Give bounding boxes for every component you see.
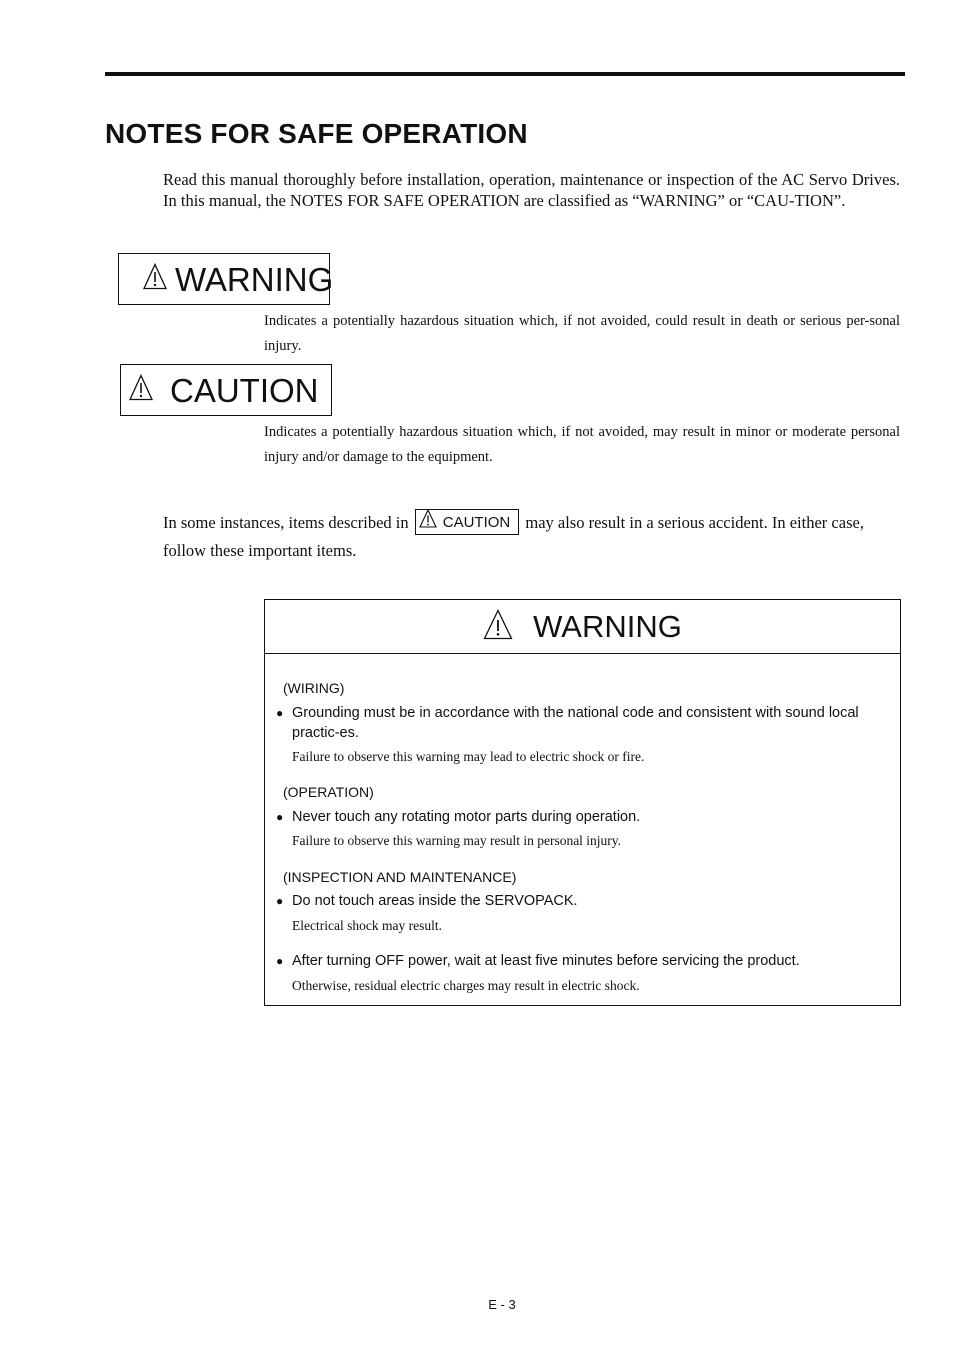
consequence-text: Failure to observe this warning may lead to electric shock or fire. xyxy=(292,749,645,764)
bullet-text: Do not touch areas inside the SERVOPACK. xyxy=(292,893,578,909)
section-title-operation: (OPERATION) xyxy=(283,784,374,800)
section-title-wiring: (WIRING) xyxy=(283,680,345,696)
page-title: NOTES FOR SAFE OPERATION xyxy=(105,118,528,149)
caution-triangle-icon xyxy=(419,509,437,536)
bullet-icon: ● xyxy=(276,954,284,968)
top-rule xyxy=(105,72,905,76)
warning-triangle-icon xyxy=(143,263,167,295)
warning-panel xyxy=(264,599,901,1006)
instance-note-after: may also result in a serious accident. In either case, follow these important items. xyxy=(163,513,864,561)
warning-panel-heading: WARNING xyxy=(533,608,682,644)
warning-triangle-icon xyxy=(483,609,513,645)
bullet-icon: ● xyxy=(276,894,284,908)
bullet-text: Never touch any rotating motor parts during operation. xyxy=(292,809,641,825)
consequence-text: Failure to observe this warning may result in personal injury. xyxy=(292,833,622,848)
bullet-text: After turning OFF power, wait at least five minutes before servicing the product. xyxy=(292,953,800,969)
section-title-inspection: (INSPECTION AND MAINTENANCE) xyxy=(283,869,517,885)
consequence-text: Electrical shock may result. xyxy=(292,918,442,933)
list-item xyxy=(276,951,894,971)
warning-panel-header xyxy=(265,600,900,654)
caution-signal-label: CAUTION xyxy=(170,371,319,409)
instance-note xyxy=(163,509,900,564)
caution-description: Indicates a potentially hazardous situation which, if not avoided, may result in minor or moderate personal injury and/or damage to the equipment. xyxy=(264,424,900,465)
list-item xyxy=(276,891,894,911)
inline-caution-label: CAUTION xyxy=(442,513,511,531)
caution-triangle-icon xyxy=(129,374,153,406)
instance-note-before: In some instances, items described in xyxy=(163,513,409,532)
warning-signal-label: WARNING xyxy=(175,260,334,298)
bullet-icon: ● xyxy=(276,706,284,720)
bullet-icon: ● xyxy=(276,810,284,824)
caution-signal-box xyxy=(120,364,332,416)
intro-paragraph: Read this manual thoroughly before installation, operation, maintenance or inspection of the AC Servo Drives. In this manual, the NOTES FOR SAFE OPERATION are classified as “WARNING” or “CAU-TION”. xyxy=(163,170,900,210)
page-number: E - 3 xyxy=(488,1297,516,1312)
warning-description: Indicates a potentially hazardous situation which, if not avoided, could result in death or serious per-sonal injury. xyxy=(264,313,900,354)
inline-caution-badge xyxy=(415,509,520,535)
list-item xyxy=(276,807,894,827)
consequence-text: Otherwise, residual electric charges may result in electric shock. xyxy=(292,978,640,993)
warning-signal-box xyxy=(118,253,334,305)
list-item xyxy=(276,703,894,743)
bullet-text: Grounding must be in accordance with the national code and consistent with sound local practic-es. xyxy=(292,705,859,741)
